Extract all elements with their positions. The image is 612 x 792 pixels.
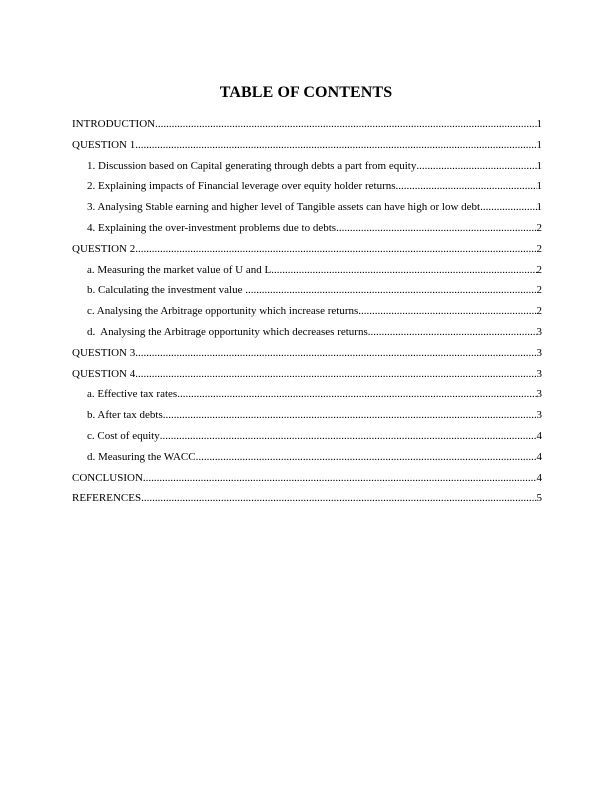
- toc-dot-leader: [196, 450, 537, 464]
- toc-subentry[interactable]: [72, 263, 542, 284]
- toc-title: TABLE OF CONTENTS: [219, 84, 393, 101]
- toc-page-number: 2: [536, 284, 542, 297]
- toc-page-number: 1: [536, 118, 542, 130]
- toc-page-number: 4: [536, 429, 542, 442]
- toc-dot-leader: [143, 471, 537, 485]
- toc-dot-leader: [368, 325, 537, 339]
- toc-entry-text: d. Analysing the Arbitrage opportunity which decreases returns: [87, 325, 368, 338]
- toc-subentry[interactable]: [72, 408, 542, 429]
- toc-dot-leader: [416, 159, 536, 173]
- toc-entry-text: c. Cost of equity: [87, 429, 160, 442]
- toc-entry[interactable]: [72, 367, 542, 388]
- toc-page-number: 1: [536, 201, 542, 214]
- toc-dot-leader: [135, 138, 536, 152]
- toc-dot-leader: [480, 200, 536, 214]
- toc-entry[interactable]: [72, 138, 542, 159]
- toc-entry[interactable]: [72, 471, 542, 492]
- toc-entry-text: INTRODUCTION: [72, 118, 156, 130]
- toc-page-number: 3: [536, 325, 542, 338]
- toc-entry-text: a. Measuring the market value of U and L: [87, 263, 272, 276]
- toc-subentry[interactable]: [72, 450, 542, 471]
- toc-dot-leader: [396, 179, 537, 193]
- toc-page-number: 2: [536, 242, 542, 255]
- toc-dot-leader: [163, 408, 537, 422]
- toc-entry-text: REFERENCES: [72, 492, 142, 505]
- toc-subentry[interactable]: [72, 283, 542, 304]
- toc-page-number: 3: [536, 388, 542, 401]
- toc-entry-text: 3. Analysing Stable earning and higher level of Tangible assets can have high or low debt: [87, 201, 481, 214]
- toc-entry-text: QUESTION 2: [72, 242, 136, 255]
- toc-entry[interactable]: [72, 242, 542, 263]
- toc-list: [72, 117, 542, 512]
- toc-page-number: 4: [536, 471, 542, 484]
- toc-page-number: 2: [536, 221, 542, 234]
- toc-subentry[interactable]: [72, 159, 542, 180]
- toc-page-number: 5: [536, 492, 542, 505]
- toc-entry-text: QUESTION 1: [72, 138, 136, 151]
- toc-dot-leader: [245, 283, 536, 297]
- toc-page-number: 1: [536, 159, 542, 172]
- toc-entry-text: 4. Explaining the over-investment problems due to debts: [87, 221, 337, 234]
- toc-dot-leader: [358, 304, 536, 318]
- toc-entry-text: b. Calculating the investment value: [87, 284, 246, 297]
- toc-entry-text: 2. Explaining impacts of Financial leverage over equity holder returns: [87, 180, 396, 193]
- toc-dot-leader: [135, 367, 536, 381]
- toc-page-number: 3: [536, 346, 542, 359]
- toc-entry[interactable]: [72, 117, 542, 138]
- toc-subentry[interactable]: [72, 221, 542, 242]
- toc-subentry[interactable]: [72, 325, 542, 346]
- toc-entry-text: c. Analysing the Arbitrage opportunity which increase returns: [87, 305, 359, 318]
- toc-subentry[interactable]: [72, 304, 542, 325]
- toc-dot-leader: [271, 263, 536, 277]
- toc-subentry[interactable]: [72, 200, 542, 221]
- toc-dot-leader: [160, 429, 537, 443]
- toc-entry-text: QUESTION 3: [72, 346, 136, 359]
- toc-entry[interactable]: [72, 346, 542, 367]
- toc-page-number: 4: [536, 450, 542, 463]
- toc-dot-leader: [177, 387, 536, 401]
- toc-dot-leader: [135, 242, 536, 256]
- toc-dot-leader: [141, 491, 536, 505]
- toc-page-number: 2: [536, 305, 542, 318]
- toc-entry-text: QUESTION 4: [72, 367, 136, 380]
- toc-entry-text: CONCLUSION: [72, 471, 143, 484]
- toc-page-number: 1: [536, 180, 542, 193]
- toc-page-number: 1: [536, 138, 542, 151]
- toc-entry-text: b. After tax debts: [87, 409, 163, 422]
- toc-dot-leader: [336, 221, 536, 235]
- toc-entry-text: d. Measuring the WACC: [87, 450, 196, 463]
- toc-subentry[interactable]: [72, 387, 542, 408]
- toc-dot-leader: [135, 346, 536, 360]
- toc-page-number: 2: [536, 263, 542, 276]
- toc-dot-leader: [155, 117, 536, 131]
- toc-entry-text: a. Effective tax rates: [87, 388, 178, 401]
- toc-page-number: 3: [536, 367, 542, 380]
- toc-subentry[interactable]: [72, 179, 542, 200]
- toc-page-number: 3: [536, 409, 542, 422]
- toc-entry-text: 1. Discussion based on Capital generating through debts a part from equity: [87, 159, 417, 172]
- toc-subentry[interactable]: [72, 429, 542, 450]
- toc-entry[interactable]: [72, 491, 542, 512]
